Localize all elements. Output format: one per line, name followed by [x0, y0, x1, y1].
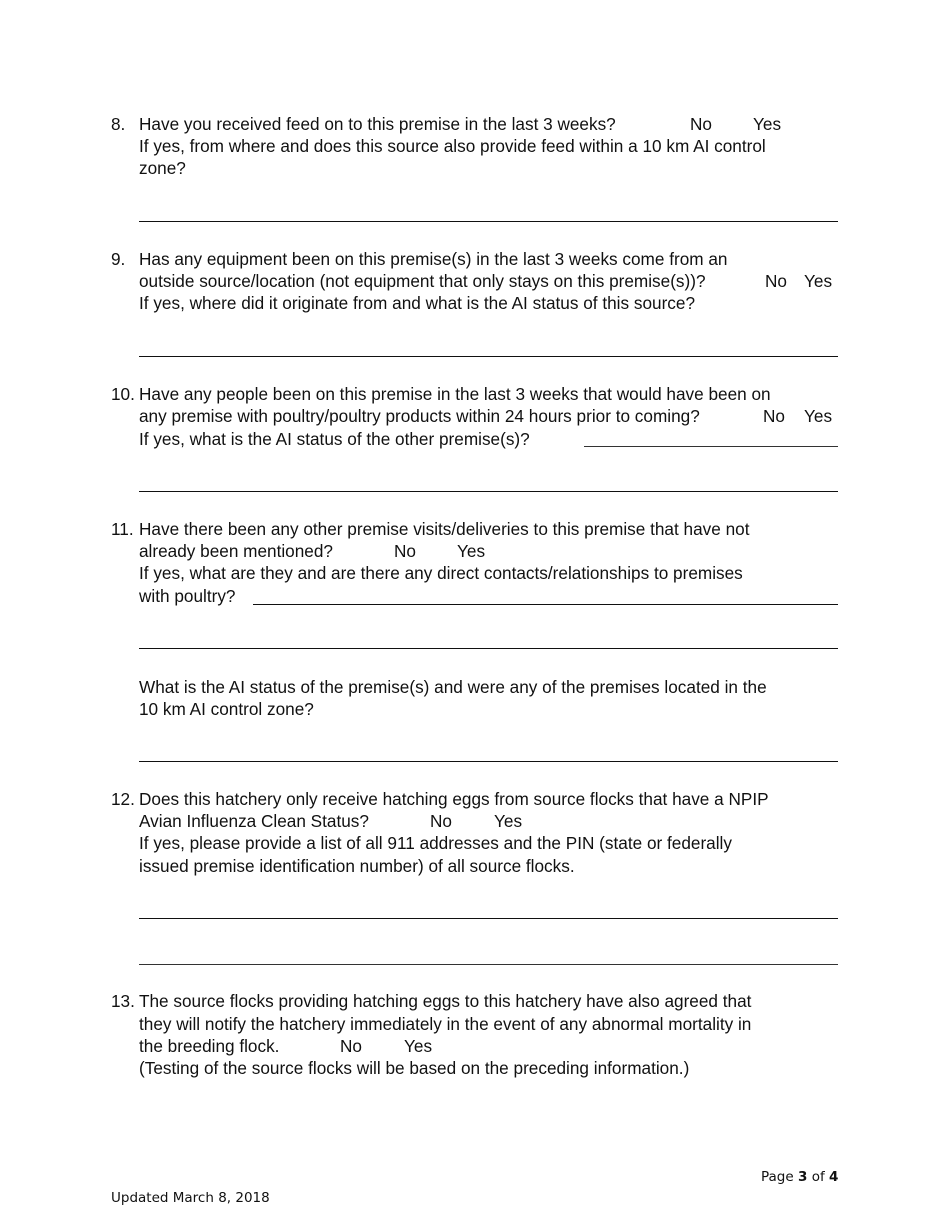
question-text: they will notify the hatchery immediately in the event of any abnormal mortality in — [139, 1014, 752, 1034]
question-text: Have any people been on this premise in the last 3 weeks that would have been on — [139, 384, 771, 404]
yes-option[interactable]: Yes — [494, 811, 523, 831]
no-option[interactable]: No — [340, 1036, 362, 1056]
question-text: If yes, from where and does this source also provide feed within a 10 km AI control — [139, 136, 766, 156]
page-current: 3 — [797, 1169, 808, 1185]
answer-line[interactable] — [584, 446, 838, 447]
question-text: already been mentioned? — [139, 541, 333, 561]
question-text: the breeding flock. — [139, 1036, 280, 1056]
no-option[interactable]: No — [430, 811, 452, 831]
page-of: of — [811, 1169, 825, 1185]
followup-text: What is the AI status of the premise(s) and were any of the premises located in the — [139, 677, 767, 697]
question-number: 10. — [111, 384, 135, 404]
answer-line[interactable] — [139, 356, 838, 357]
followup-text: 10 km AI control zone? — [139, 699, 314, 719]
yes-option[interactable]: Yes — [404, 1036, 433, 1056]
answer-line[interactable] — [139, 761, 838, 762]
question-text: zone? — [139, 158, 186, 178]
answer-line[interactable] — [139, 918, 838, 919]
page-number — [761, 1166, 838, 1188]
answer-line[interactable] — [139, 648, 838, 649]
answer-line[interactable] — [253, 604, 838, 605]
answer-line[interactable] — [139, 964, 838, 965]
answer-line[interactable] — [139, 491, 838, 492]
question-text: If yes, what are they and are there any direct contacts/relationships to premises — [139, 563, 743, 583]
question-text: (Testing of the source flocks will be based on the preceding information.) — [139, 1058, 690, 1078]
question-text: with poultry? — [139, 586, 236, 606]
yes-option[interactable]: Yes — [457, 541, 486, 561]
question-number: 11. — [111, 519, 134, 539]
question-text: Has any equipment been on this premise(s) in the last 3 weeks come from an — [139, 249, 728, 269]
yes-option[interactable]: Yes — [804, 406, 833, 426]
question-text: Does this hatchery only receive hatching eggs from source flocks that have a NPIP — [139, 789, 769, 809]
question-number: 8. — [111, 114, 126, 134]
page-prefix: Page — [761, 1169, 794, 1185]
question-text: Have there been any other premise visits/deliveries to this premise that have not — [139, 519, 750, 539]
yes-option[interactable]: Yes — [753, 114, 782, 134]
question-text: issued premise identification number) of all source flocks. — [139, 856, 575, 876]
question-number: 12. — [111, 789, 135, 809]
question-text: outside source/location (not equipment that only stays on this premise(s))? — [139, 271, 706, 291]
yes-option[interactable]: Yes — [804, 271, 833, 291]
question-text: Avian Influenza Clean Status? — [139, 811, 369, 831]
no-option[interactable]: No — [763, 406, 785, 426]
no-option[interactable]: No — [690, 114, 712, 134]
question-text: If yes, what is the AI status of the other premise(s)? — [139, 429, 530, 449]
question-number: 13. — [111, 991, 135, 1011]
no-option[interactable]: No — [765, 271, 787, 291]
question-number: 9. — [111, 249, 126, 269]
question-text: any premise with poultry/poultry products within 24 hours prior to coming? — [139, 406, 700, 426]
question-text: The source flocks providing hatching eggs to this hatchery have also agreed that — [139, 991, 752, 1011]
question-text: If yes, where did it originate from and what is the AI status of this source? — [139, 293, 696, 313]
no-option[interactable]: No — [394, 541, 416, 561]
question-text: If yes, please provide a list of all 911 addresses and the PIN (state or federally — [139, 833, 732, 853]
answer-line[interactable] — [139, 221, 838, 222]
question-text: Have you received feed on to this premise in the last 3 weeks? — [139, 114, 616, 134]
page-total: 4 — [829, 1169, 839, 1185]
updated-date: Updated March 8, 2018 — [111, 1190, 270, 1206]
